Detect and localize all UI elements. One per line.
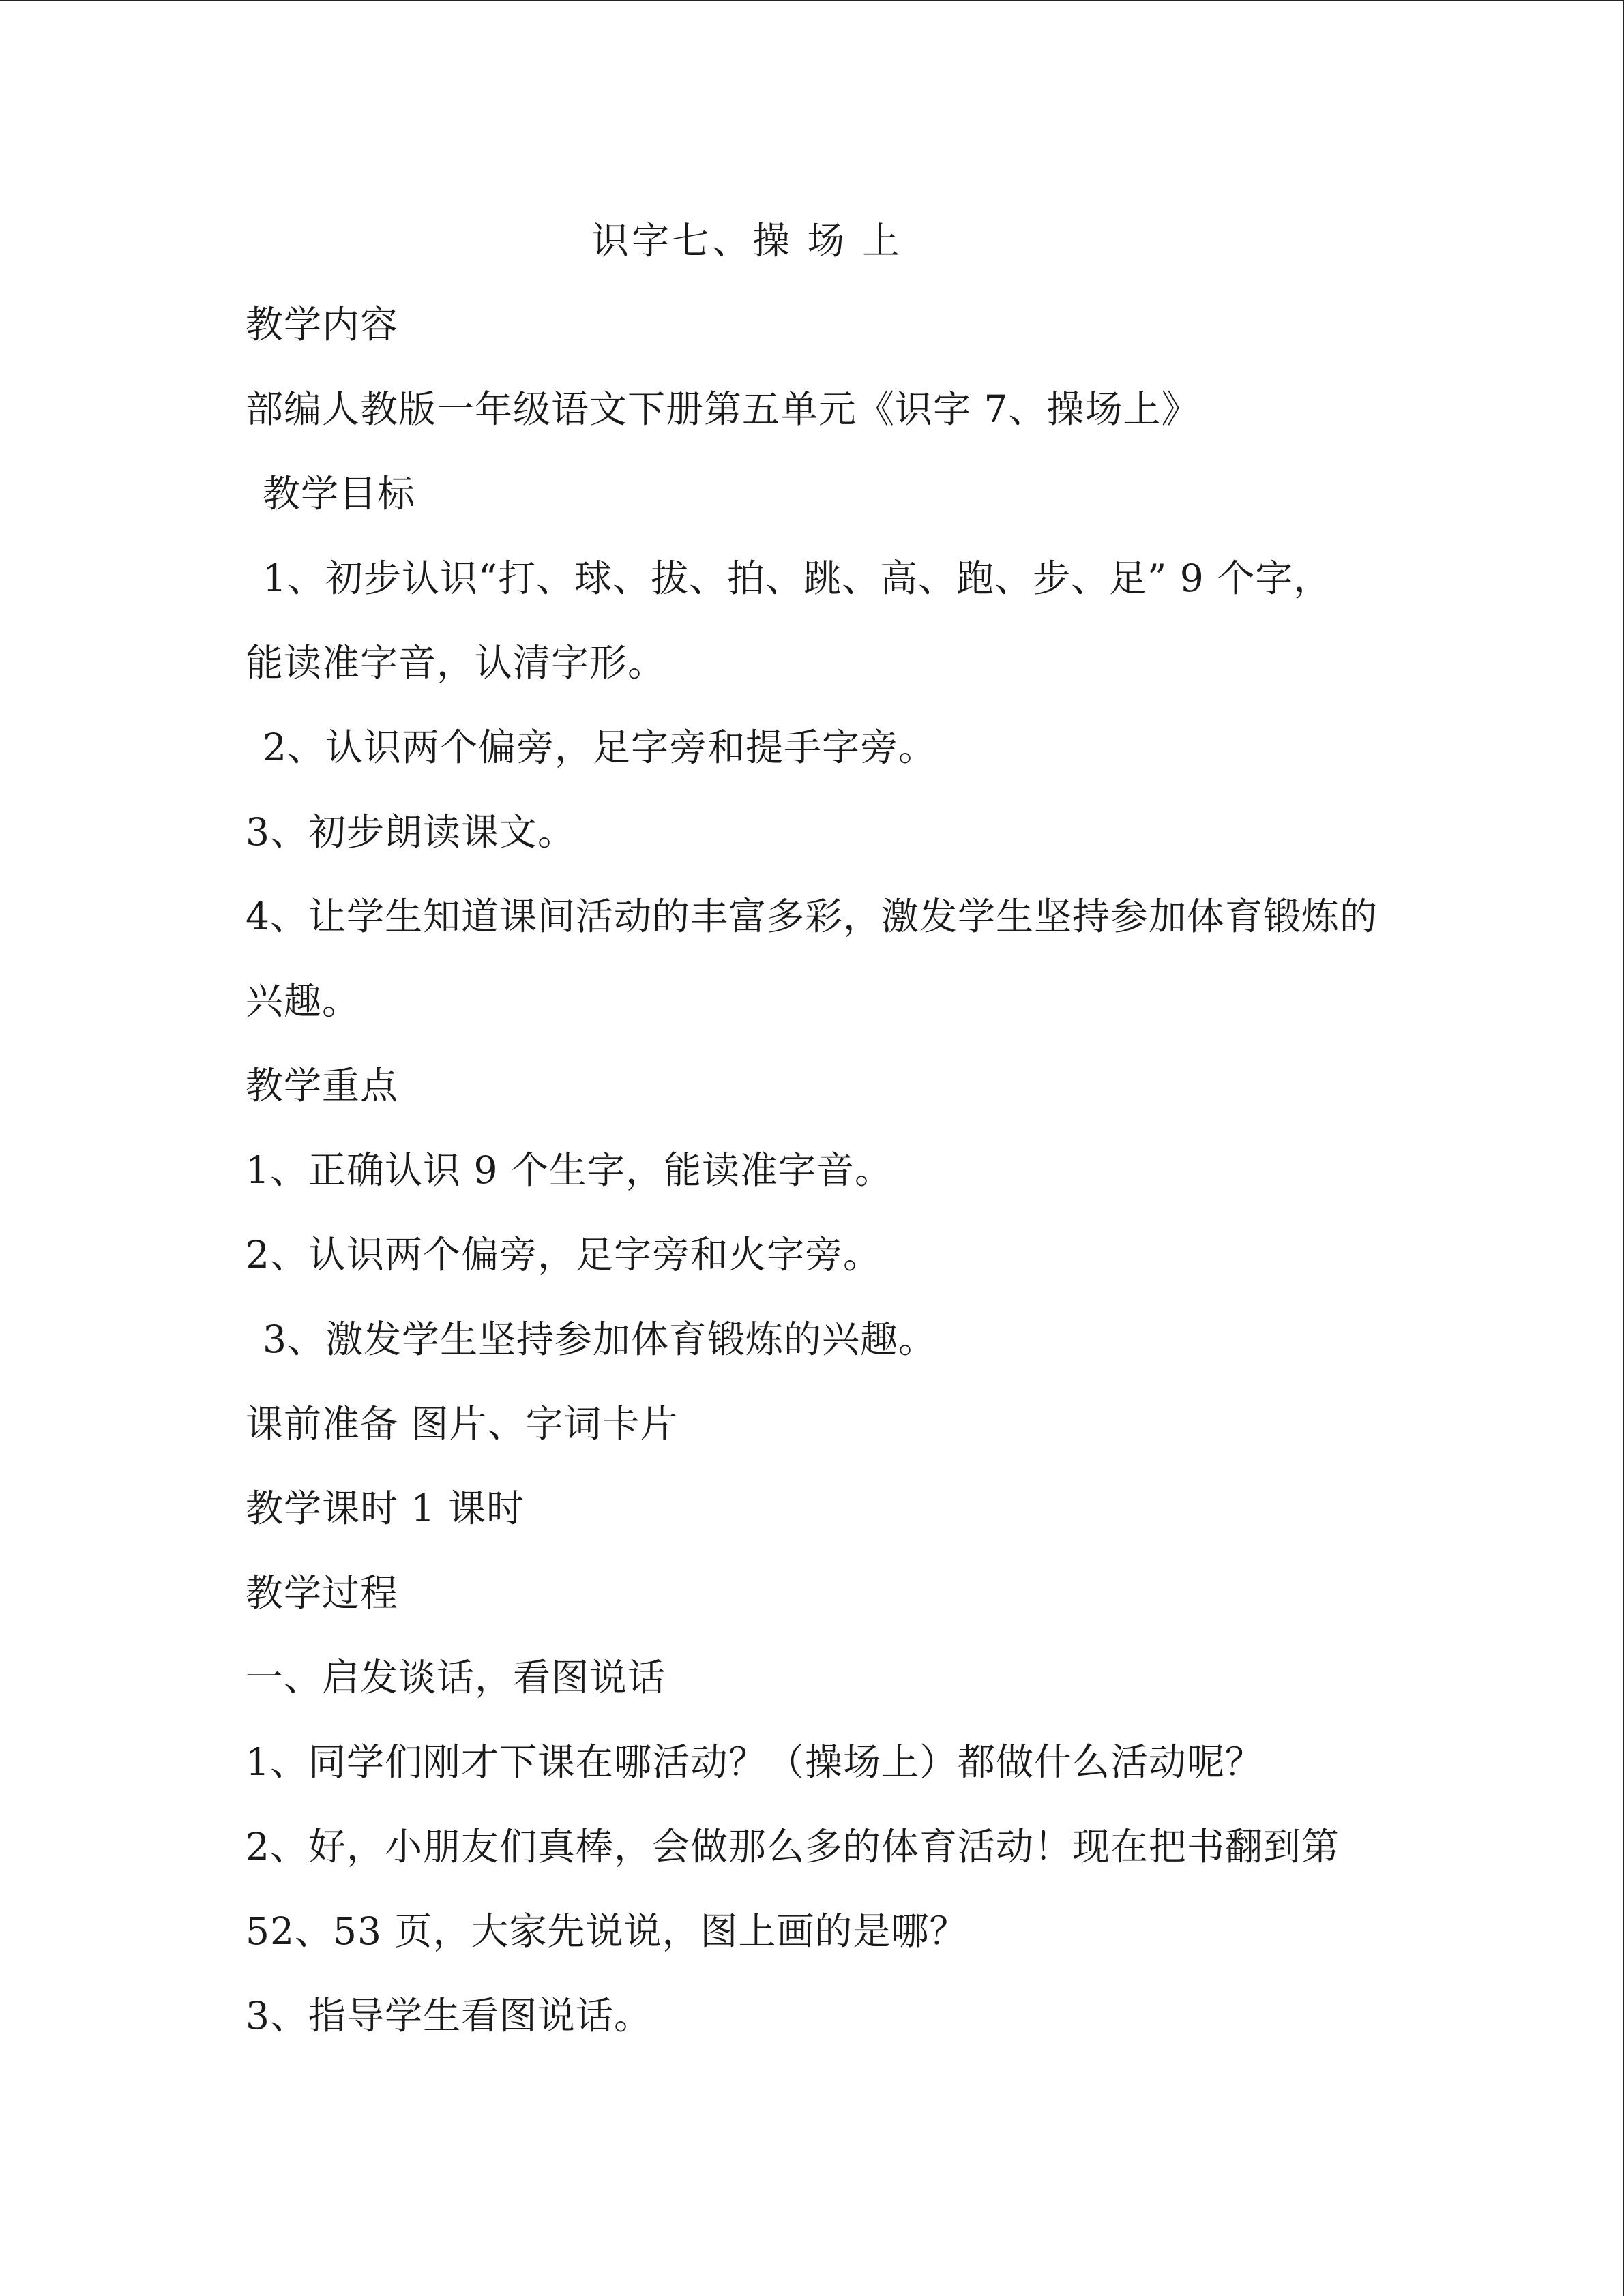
text-line: 4、让学生知道课间活动的丰富多彩，激发学生坚持参加体育锻炼的	[246, 895, 1378, 938]
text-line-preparation: 课前准备 图片、字词卡片	[246, 1402, 679, 1446]
section-heading-key-points: 教学重点	[246, 1064, 399, 1107]
document-title: 识字七、操 场 上	[591, 219, 902, 263]
text-line: 能读准字音，认清字形。	[246, 641, 666, 685]
text-line: 1、初步认识“打、球、拔、拍、跳、高、跑、步、足” 9 个字，	[263, 556, 1332, 600]
text-line-class-hours: 教学课时 1 课时	[246, 1487, 525, 1530]
text-line: 2、认识两个偏旁，足字旁和火字旁。	[246, 1233, 881, 1277]
section-heading-content: 教学内容	[246, 303, 399, 346]
text-line: 3、激发学生坚持参加体育锻炼的兴趣。	[263, 1317, 936, 1361]
text-line: 1、同学们刚才下课在哪活动？（操场上）都做什么活动呢？	[246, 1740, 1263, 1784]
text-line: 2、好，小朋友们真棒，会做那么多的体育活动！现在把书翻到第	[246, 1825, 1340, 1868]
text-line: 部编人教版一年级语文下册第五单元《识字 7、操场上》	[246, 387, 1200, 431]
text-line: 3、初步朗读课文。	[246, 810, 576, 854]
text-line: 一、启发谈话，看图说话	[246, 1656, 666, 1699]
text-line: 3、指导学生看图说话。	[246, 1994, 652, 2038]
text-line: 兴趣。	[246, 979, 361, 1023]
section-heading-process: 教学过程	[246, 1571, 399, 1615]
text-line: 52、53 页，大家先说说，图上画的是哪？	[246, 1909, 968, 1953]
section-heading-goals: 教学目标	[263, 472, 416, 516]
text-line: 2、认识两个偏旁，足字旁和提手字旁。	[263, 726, 936, 769]
text-line: 1、正确认识 9 个生字，能读准字音。	[246, 1148, 893, 1192]
